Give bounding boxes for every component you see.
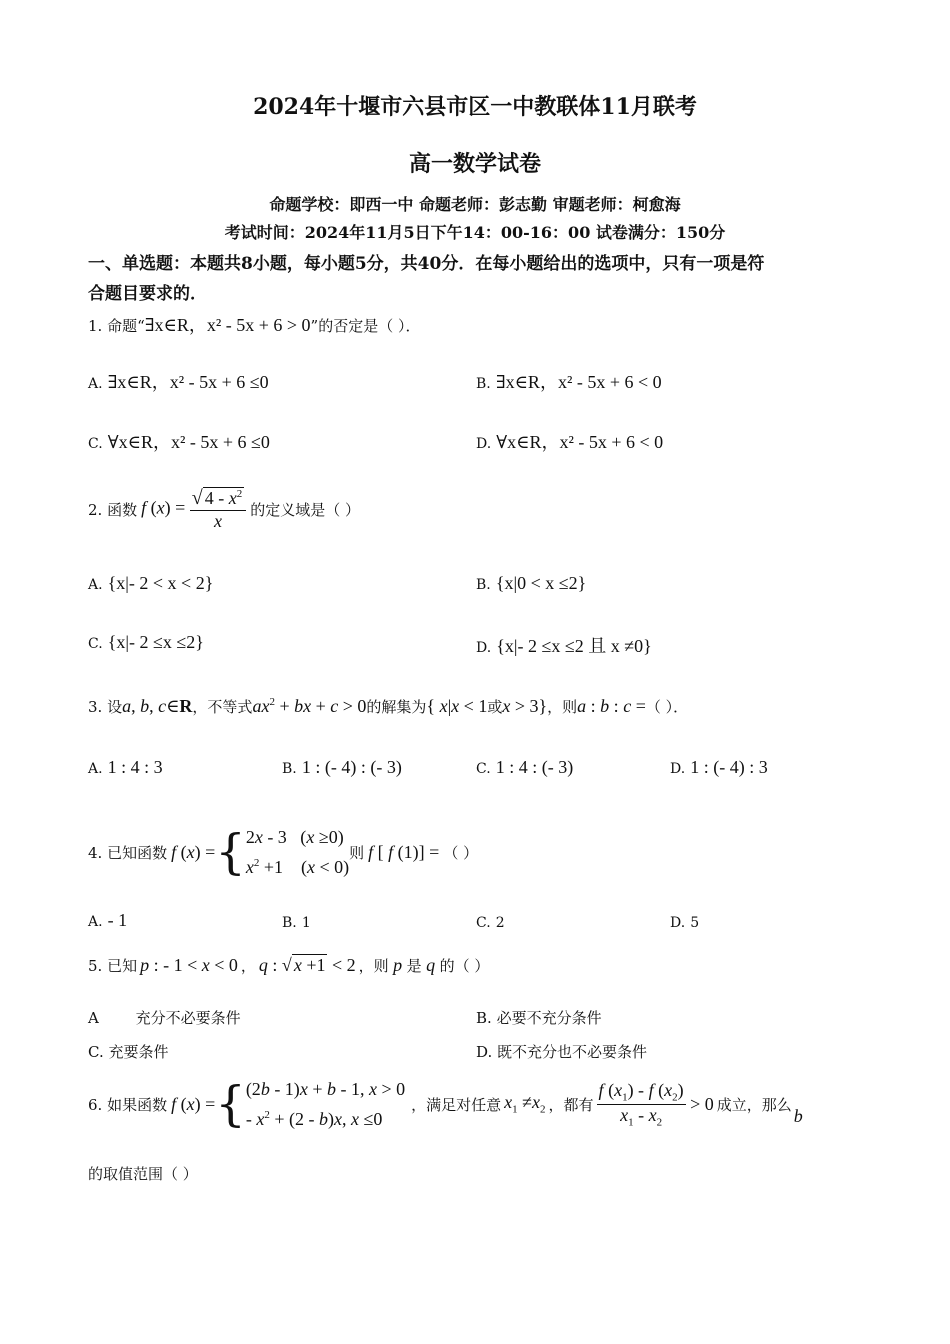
q2-suffix: 的定义域是（ ） [250,501,361,519]
question-2 [88,487,360,532]
q4-composite: f [ f (1)] = [368,841,440,862]
q1-suffix: ”的否定是（ ）． [310,317,421,335]
q5-option-c[interactable] [88,1041,169,1062]
q1-option-b[interactable] [476,368,662,394]
question-4 [88,824,478,880]
exam-info: 考试时间：2024年11月5日下午14：00-16：00 试卷满分：150分 [224,223,726,242]
option-label: A. [88,577,103,593]
q4-option-d[interactable] [670,912,699,931]
q4-piecewise: f ( x ) = { 2x - 3 (x ≥0) $x^2 +1$ (x < 0) [171,824,350,880]
option-label: A. [88,761,103,777]
q3-vars: a, b, c∈R [122,696,193,716]
q4-prefix: 4. 已知函数 [88,843,168,862]
q6-text3: 成立，那么 [716,1095,792,1114]
option-label: A. [88,914,103,930]
question-6 [88,1076,803,1132]
question-5: 5. 已知 p : - 1 < x < 0 ， q : √ x +1 < 2 ，则 p 是 q 的（ ） [88,955,490,975]
option-text: 充要条件 [108,1043,169,1061]
question-3: 3. 设a, b, c∈R，不等式$ax^2$ + bx + c > 0的解集为{ x|x < 1或x > 3}，则a : b : c =（ ）． [88,696,689,716]
question-1 [88,311,420,337]
q3-inequality: $ax^2$ + bx + c > 0 [252,696,367,716]
option-label: B. [282,915,297,931]
section-heading-line2: 合题目要求的． [88,284,207,304]
q3-text1: ，不等式 [192,698,253,716]
q3-solution-set: { x|x < 1 [426,696,488,716]
option-math: {x|- 2 ≤x ≤2 且 x ≠0} [496,636,652,656]
q4-option-c[interactable] [476,912,505,931]
option-math: {x|- 2 ≤x ≤2} [107,632,204,652]
option-label: C. [88,1043,104,1061]
q5-is: 是 [406,957,422,975]
q5-option-b[interactable] [476,1007,602,1028]
option-label: D. [476,436,492,452]
q1-prefix: 1. 命题“ [88,317,145,335]
option-label: A. [88,376,103,392]
option-math: 1 : (- 4) : (- 3) [301,757,402,777]
option-label: C. [88,436,103,452]
q2-prefix: 2. 函数 [88,501,138,519]
option-label: D. [476,1043,493,1061]
option-label: D. [670,915,686,931]
q5-prefix: 5. 已知 [88,957,138,975]
q2-function-formula: f (x) = $\frac{√ 4 - x^2}{x}$ [141,487,246,532]
q5-option-a[interactable] [88,1007,241,1028]
option-label: A [88,1009,99,1027]
q5-p: p : - 1 < x < 0 [140,955,238,975]
q6-condition: $x_1 \ne x_2$ [504,1092,546,1116]
q3-ratio: a : b : c = [577,696,646,716]
q1-option-a[interactable] [88,368,269,394]
q6-piecewise: f ( x ) = { (2b - 1)x + b - 1, x > 0 - $x^2 + (2 - b)x$, x ≤0 [171,1076,406,1132]
q3-option-b[interactable] [282,757,402,778]
q6-prefix: 6. 如果函数 [88,1095,168,1114]
q2-option-a[interactable] [88,573,213,594]
option-label: C. [476,915,491,931]
option-text: 既不充分也不必要条件 [497,1043,648,1061]
q6-line2: 的取值范围（ ） [88,1165,198,1183]
q3-suffix: （ ）． [645,698,689,716]
q3-option-a[interactable] [88,757,163,778]
option-label: B. [476,376,491,392]
section-heading-line1: 一、单选题：本题共8小题，每小题5分，共40分．在每小题给出的选项中，只有一项是符 [88,254,765,274]
q3-text3: ，则 [547,698,578,716]
option-text: 充分不必要条件 [135,1009,241,1027]
q4-suffix: （ ） [443,843,479,862]
q4-option-b[interactable] [282,912,311,931]
option-math: 5 [690,915,700,931]
q6-var-b: b [793,1105,803,1126]
exam-authors: 命题学校：即西一中 命题老师：彭志勤 审题老师：柯愈海 [269,195,681,214]
option-label: D. [670,761,686,777]
q1-stem-math: ∃x∈R，x² - 5x + 6 > 0 [144,315,311,335]
option-math: 2 [495,915,505,931]
q5-of: 的（ ） [439,957,490,975]
q3-or: 或 [487,698,503,716]
q3-text2: 的解集为 [366,698,427,716]
option-math: ∃x∈R，x² - 5x + 6 < 0 [495,372,662,392]
exam-title: 2024年十堰市六县市区一中教联体11月联考 [253,94,697,120]
option-label: C. [88,636,103,652]
option-math: 1 : 4 : 3 [107,757,163,777]
option-math: ∃x∈R，x² - 5x + 6 ≤0 [107,372,269,392]
q3-option-c[interactable] [476,757,573,778]
q5-text1: ， [240,957,256,975]
q5-option-d[interactable] [476,1041,647,1062]
q6-text1: ，满足对任意 [411,1095,502,1114]
option-label: D. [476,640,492,656]
q1-option-d[interactable] [476,428,663,454]
option-math: ∀x∈R，x² - 5x + 6 ≤0 [107,432,270,452]
q2-option-b[interactable] [476,573,586,594]
option-math: 1 : (- 4) : 3 [690,757,768,777]
q2-option-c[interactable] [88,632,204,653]
option-label: B. [476,577,491,593]
q5-q: q : √ x +1 < 2 [258,955,356,975]
q3-prefix: 3. 设 [88,698,123,716]
option-label: C. [476,761,491,777]
option-math: {x|- 2 < x < 2} [107,573,214,593]
q1-option-c[interactable] [88,428,270,454]
option-text: 必要不充分条件 [496,1009,602,1027]
option-label: B. [476,1009,492,1027]
q5-text2: ，则 [358,957,389,975]
option-math: 1 : 4 : (- 3) [495,757,574,777]
q2-option-d[interactable] [476,632,652,658]
option-label: B. [282,761,297,777]
option-math: {x|0 < x ≤2} [495,573,587,593]
option-math: ∀x∈R，x² - 5x + 6 < 0 [496,432,664,452]
option-math: 1 [301,915,311,931]
option-math: - 1 [107,910,128,930]
q3-option-d[interactable] [670,757,768,778]
q6-inequality: $\frac{f (x_1) - f (x_2)}{x_1 - x_2}$ > 0 [598,1079,714,1129]
q4-then: 则 [349,843,365,862]
q6-text2: ，都有 [548,1095,594,1114]
exam-subtitle: 高一数学试卷 [408,151,541,177]
q4-option-a[interactable] [88,910,127,931]
